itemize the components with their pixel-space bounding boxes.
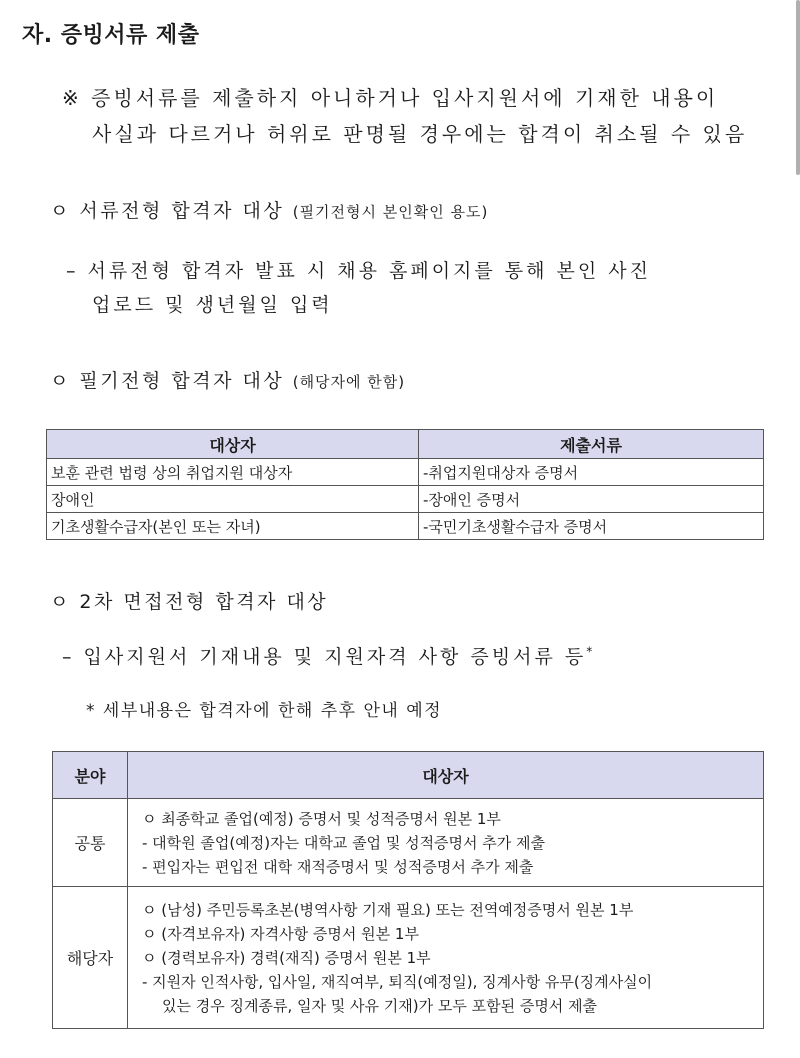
reference-mark: ※: [62, 86, 82, 110]
items-cell: [128, 887, 764, 1029]
doc-screening-line-1: – 서류전형 합격자 발표 시 채용 홈페이지를 통해 본인 사진: [66, 260, 652, 282]
table-row: [53, 887, 764, 1029]
doc-screening-line-2: 업로드 및 생년월일 입력: [92, 294, 333, 316]
table-header: 대상자: [47, 430, 419, 459]
table-cell: 보훈 관련 법령 상의 취업지원 대상자: [47, 459, 419, 486]
table-cell: -국민기초생활수급자 증명서: [419, 513, 764, 540]
doc-screening-heading: ㅇ 서류전형 합격자 대상 (필기전형시 본인확인 용도): [50, 200, 489, 222]
section-title: 자. 증빙서류 제출: [22, 23, 200, 48]
table-cell: -취업지원대상자 증명서: [419, 459, 764, 486]
interview-footnote: * 세부내용은 합격자에 한해 추후 안내 예정: [86, 701, 443, 721]
interview-table: [52, 751, 764, 1029]
category-cell: 해당자: [53, 887, 128, 1029]
interview-line: – 입사지원서 기재내용 및 지원자격 사항 증빙서류 등*: [62, 644, 596, 668]
table-cell: 기초생활수급자(본인 또는 자녀): [47, 513, 419, 540]
table-header: 제출서류: [419, 430, 764, 459]
table-header: 대상자: [128, 752, 764, 799]
items-cell: [128, 799, 764, 887]
table-cell: 장애인: [47, 486, 419, 513]
list-item: 있는 경우 징계종류, 일자 및 사유 기재)가 모두 포함된 증명서 제출: [162, 996, 598, 1015]
bullet-icon: ㅇ: [50, 200, 71, 222]
list-item: - 편입자는 편입전 대학 재적증명서 및 성적증명서 추가 제출: [142, 857, 534, 876]
scrollbar[interactable]: [796, 0, 800, 175]
written-test-table: [46, 429, 764, 540]
table-row: [47, 513, 764, 540]
written-test-heading: ㅇ 필기전형 합격자 대상 (해당자에 한함): [50, 370, 406, 392]
bullet-icon: ㅇ: [50, 591, 71, 613]
interview-heading: ㅇ 2차 면접전형 합격자 대상: [50, 591, 329, 613]
category-cell: 공통: [53, 799, 128, 887]
table-cell: -장애인 증명서: [419, 486, 764, 513]
list-item: - 지원자 인적사항, 입사일, 재직여부, 퇴직(예정일), 징계사항 유무(징계사실이: [142, 972, 653, 991]
table-row: [47, 459, 764, 486]
list-item: ㅇ (남성) 주민등록초본(병역사항 기재 필요) 또는 전역예정증명서 원본 1부: [142, 900, 634, 919]
list-item: - 대학원 졸업(예정)자는 대학교 졸업 및 성적증명서 추가 제출: [142, 833, 546, 852]
list-item: ㅇ 최종학교 졸업(예정) 증명서 및 성적증명서 원본 1부: [142, 809, 501, 828]
table-header: 분야: [53, 752, 128, 799]
bullet-icon: ㅇ: [50, 370, 71, 392]
notice-line-2: 사실과 다르거나 허위로 판명될 경우에는 합격이 취소될 수 있음: [92, 122, 748, 146]
table-row: [47, 486, 764, 513]
table-row: [53, 799, 764, 887]
list-item: ㅇ (자격보유자) 자격사항 증명서 원본 1부: [142, 924, 419, 943]
notice-line-1: ※ 증빙서류를 제출하지 아니하거나 입사지원서에 기재한 내용이: [62, 86, 719, 110]
list-item: ㅇ (경력보유자) 경력(재직) 증명서 원본 1부: [142, 948, 431, 967]
